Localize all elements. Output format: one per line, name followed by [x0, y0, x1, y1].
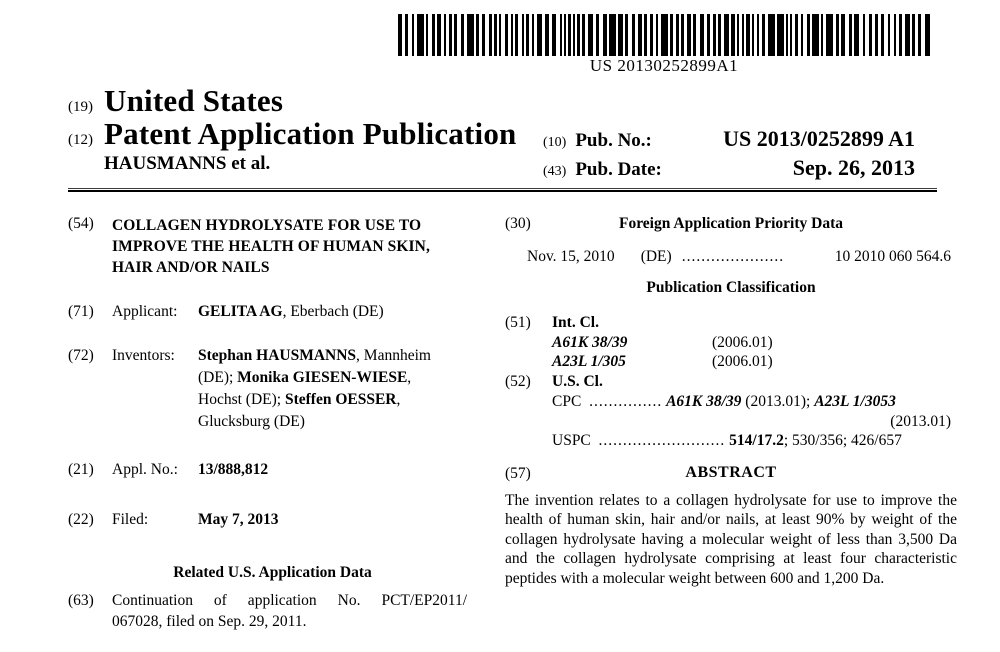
- int-cl-code-2: A23L 1/305: [552, 353, 626, 370]
- inventor-3-name: Steffen OESSER: [284, 391, 397, 408]
- filed-value: May 7, 2013: [198, 511, 279, 528]
- ineid-63: (63): [68, 592, 94, 609]
- header-left: [68, 84, 516, 175]
- title-line-1: COLLAGEN HYDROLYSATE FOR USE TO: [112, 217, 422, 234]
- appl-no-value: 13/888,812: [198, 461, 269, 478]
- pub-date-label: Pub. Date:: [575, 159, 662, 180]
- foreign-priority-section: [505, 215, 957, 233]
- publication-classification-heading: Publication Classification: [646, 279, 816, 296]
- int-cl-version-1: (2006.01): [712, 333, 773, 351]
- doc-type: Patent Application Publication: [104, 116, 517, 151]
- uspc-leader-dots: ..........................: [598, 432, 726, 449]
- ineid-71: (71): [68, 303, 94, 320]
- pub-no-value: US 2013/0252899 A1: [723, 126, 915, 151]
- body-columns: [68, 215, 957, 632]
- priority-entry: [527, 248, 951, 266]
- continuation-line-2: 067028, filed on Sep. 29, 2011.: [112, 613, 307, 630]
- header-right: [543, 126, 915, 181]
- inventor-3-rest: , Glucksburg (DE): [198, 391, 401, 430]
- continuation-text: [112, 590, 467, 632]
- related-data-heading: Related U.S. Application Data: [173, 564, 372, 581]
- pub-no-row: [543, 126, 915, 152]
- priority-number: 10 2010 060 564.6: [834, 248, 951, 265]
- inventors-label: Inventors:: [112, 347, 175, 364]
- cpc-leader-dots: ...............: [589, 393, 663, 410]
- ineid-30: (30): [505, 215, 531, 232]
- abstract-section: [505, 464, 957, 589]
- field-appl-no: [68, 460, 467, 480]
- first-named-party: HAUSMANNS et al.: [104, 153, 271, 174]
- int-cl-row-1: [552, 333, 957, 353]
- inventor-1-name: Stephan HAUSMANNS: [198, 347, 357, 364]
- ineid-12: (12): [68, 132, 93, 148]
- inventor-2-name: Monika GIESEN-WIESE: [237, 369, 408, 386]
- ineid-22: (22): [68, 511, 94, 528]
- ineid-57: (57): [505, 464, 531, 482]
- uspc-label: USPC: [552, 432, 591, 449]
- uspc-rest: ; 530/356; 426/657: [783, 432, 902, 449]
- cpc-code-2: A23L 1/3053: [814, 393, 896, 410]
- int-cl-row-2: [552, 352, 957, 372]
- applicant-rest: , Eberbach (DE): [282, 303, 384, 320]
- uspc-line: [552, 431, 957, 451]
- header-divider: [68, 188, 937, 192]
- ineid-52: (52): [505, 372, 531, 390]
- invention-title: [112, 215, 467, 278]
- int-cl-label: Int. Cl.: [552, 314, 599, 331]
- doc-type-row: [68, 117, 516, 150]
- pub-date-row: [543, 155, 915, 181]
- cpc-code-1: A61K 38/39: [666, 393, 742, 410]
- ineid-10: (10): [543, 135, 567, 150]
- barcode-block: [398, 14, 930, 76]
- pub-no-label: Pub. No.:: [575, 130, 652, 151]
- pub-date-value: Sep. 26, 2013: [792, 155, 915, 180]
- cpc-label: CPC: [552, 393, 582, 410]
- title-line-2: IMPROVE THE HEALTH OF HUMAN SKIN,: [112, 238, 430, 255]
- priority-country: (DE): [640, 248, 672, 265]
- continuation-line-1: Continuation of application No. PCT/EP2011/: [112, 592, 467, 609]
- title-line-3: HAIR AND/OR NAILS: [112, 259, 270, 276]
- ineid-21: (21): [68, 461, 94, 478]
- ineid-51: (51): [505, 314, 531, 331]
- abstract-text: The invention relates to a collagen hydrolysate for use to improve the health of human skin, hair and/or nails, at least 90% by weight of the collagen hydrolysate having a molecular weight of less than 3,500 Da and the collagen hydrolysate comprising at least four characteristic peptides with a molecular weight between 600 and 1,200 Da.: [505, 491, 957, 587]
- int-cl-body: [552, 313, 957, 372]
- ineid-19: (19): [68, 99, 93, 115]
- field-filed: [68, 510, 467, 530]
- us-cl-section: [505, 372, 957, 451]
- applicant-name: GELITA AG: [198, 303, 283, 320]
- barcode-icon: [398, 14, 930, 56]
- field-continuation: [68, 590, 467, 632]
- ineid-72: (72): [68, 347, 94, 364]
- ineid-54: (54): [68, 215, 94, 232]
- country-row: [68, 84, 516, 117]
- uspc-main: 514/17.2: [729, 432, 784, 449]
- int-cl-code-1: A61K 38/39: [552, 333, 628, 351]
- filed-label: Filed:: [112, 511, 149, 528]
- right-column: [505, 215, 957, 632]
- priority-date: Nov. 15, 2010: [527, 248, 615, 265]
- field-title: [68, 215, 467, 278]
- appl-no-label: Appl. No.:: [112, 461, 178, 478]
- cpc-mid: (2013.01);: [741, 393, 815, 410]
- applicant-value: [198, 302, 467, 322]
- int-cl-version-2: (2006.01): [712, 353, 773, 370]
- inventors-value: [198, 345, 458, 433]
- abstract-heading: ABSTRACT: [685, 463, 777, 481]
- ineid-43: (43): [543, 164, 567, 179]
- field-inventors: [68, 345, 467, 433]
- us-cl-body: [552, 372, 957, 451]
- field-applicant: [68, 302, 467, 322]
- inventor-2-rest: , Hochst (DE);: [198, 369, 412, 408]
- us-cl-label: U.S. Cl.: [552, 372, 603, 390]
- left-column: [68, 215, 467, 632]
- foreign-priority-heading: Foreign Application Priority Data: [618, 215, 844, 232]
- int-cl-section: [505, 313, 957, 372]
- barcode-number: US 20130252899A1: [589, 56, 739, 75]
- cpc-continuation: (2013.01): [890, 412, 951, 430]
- cpc-line: [552, 392, 957, 412]
- priority-leader-dots: .....................: [681, 248, 785, 265]
- inventor-1-rest: , Mannheim (DE);: [198, 347, 431, 386]
- applicant-label: Applicant:: [112, 303, 178, 320]
- country-name: United States: [104, 83, 284, 118]
